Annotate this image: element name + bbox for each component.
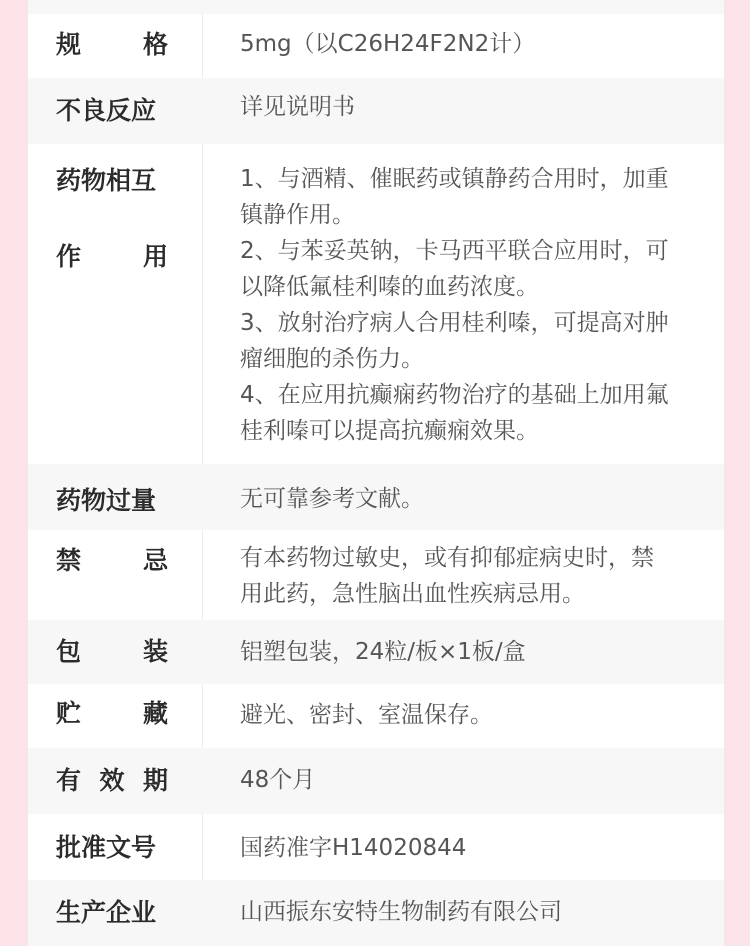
value-line: 瘤细胞的杀伤力。 (240, 346, 424, 372)
table-row-adverse-reactions (28, 78, 724, 144)
table-row-shelf-life (28, 748, 724, 814)
value-line: 有本药物过敏史，或有抑郁症病史时，禁 (240, 545, 654, 571)
value-line: 2、与苯妥英钠，卡马西平联合应用时，可 (240, 238, 669, 264)
table-row-manufacturer (28, 880, 724, 946)
value-line: 无可靠参考文献。 (240, 486, 424, 512)
row-label-manufacturer: 生产企业 (56, 898, 157, 927)
value-line: 4、在应用抗癫痫药物治疗的基础上加用氟 (240, 382, 669, 408)
value-line: 48个月 (240, 767, 316, 793)
label-char: 有 (56, 766, 82, 795)
label-char: 装 (142, 637, 168, 666)
value-line: 镇静作用。 (240, 202, 355, 228)
value-line: 避光、密封、室温保存。 (240, 702, 493, 728)
value-line: 5mg（以C26H24F2N2计） (240, 31, 536, 57)
table-row-contraindications (28, 530, 724, 620)
row-label-packaging (56, 637, 168, 667)
label-char: 规 (56, 30, 82, 59)
label-char: 作 (56, 242, 82, 271)
label-char: 藏 (142, 699, 168, 728)
table-row-top-strip (28, 0, 724, 14)
table-row-packaging (28, 620, 724, 684)
label-char: 期 (142, 766, 168, 795)
value-line: 1、与酒精、催眠药或镇静药合用时，加重 (240, 166, 669, 192)
table-row-spec (28, 14, 724, 78)
drug-info-table (28, 0, 724, 927)
label-char: 效 (99, 766, 125, 795)
table-row-drug-interactions (28, 144, 724, 464)
label-char: 格 (142, 30, 168, 59)
row-label-contraindications (56, 546, 168, 576)
row-value-overdose (240, 481, 702, 517)
row-label-adverse-reactions: 不良反应 (56, 96, 157, 125)
row-value-contraindications (240, 540, 702, 612)
value-line: 以降低氟桂利嗪的血药浓度。 (240, 274, 539, 300)
row-value-shelf-life (240, 762, 702, 798)
value-line: 山西振东安特生物制药有限公司 (240, 899, 562, 925)
row-value-storage (240, 697, 702, 733)
value-line: 用此药，急性脑出血性疾病忌用。 (240, 581, 585, 607)
row-label-approval-number: 批准文号 (56, 833, 157, 862)
row-value-drug-interactions (240, 161, 702, 449)
row-label-drug-interactions: 药物相互 (56, 166, 157, 195)
table-row-approval-number (28, 814, 724, 880)
value-line: 国药准字H14020844 (240, 835, 467, 861)
row-value-adverse-reactions (240, 89, 702, 125)
label-char: 贮 (56, 699, 82, 728)
table-row-overdose (28, 464, 724, 530)
row-label-overdose: 药物过量 (56, 486, 157, 515)
value-line: 详见说明书 (240, 94, 355, 120)
row-label-drug-interactions-2 (56, 242, 168, 272)
table-row-storage (28, 684, 724, 748)
row-value-packaging (240, 634, 702, 670)
row-value-spec (240, 26, 702, 62)
label-char: 包 (56, 637, 82, 666)
row-label-shelf-life (56, 766, 168, 796)
row-value-manufacturer (240, 894, 702, 930)
value-line: 桂利嗪可以提高抗癫痫效果。 (240, 418, 539, 444)
row-label-spec (56, 30, 168, 60)
label-char: 禁 (56, 546, 82, 575)
row-label-storage (56, 699, 168, 729)
label-char: 忌 (142, 546, 168, 575)
value-line: 铝塑包装，24粒/板×1板/盒 (240, 639, 526, 665)
value-line: 3、放射治疗病人合用桂利嗪，可提高对肿 (240, 310, 669, 336)
label-char: 用 (142, 242, 168, 271)
row-value-approval-number (240, 830, 702, 866)
